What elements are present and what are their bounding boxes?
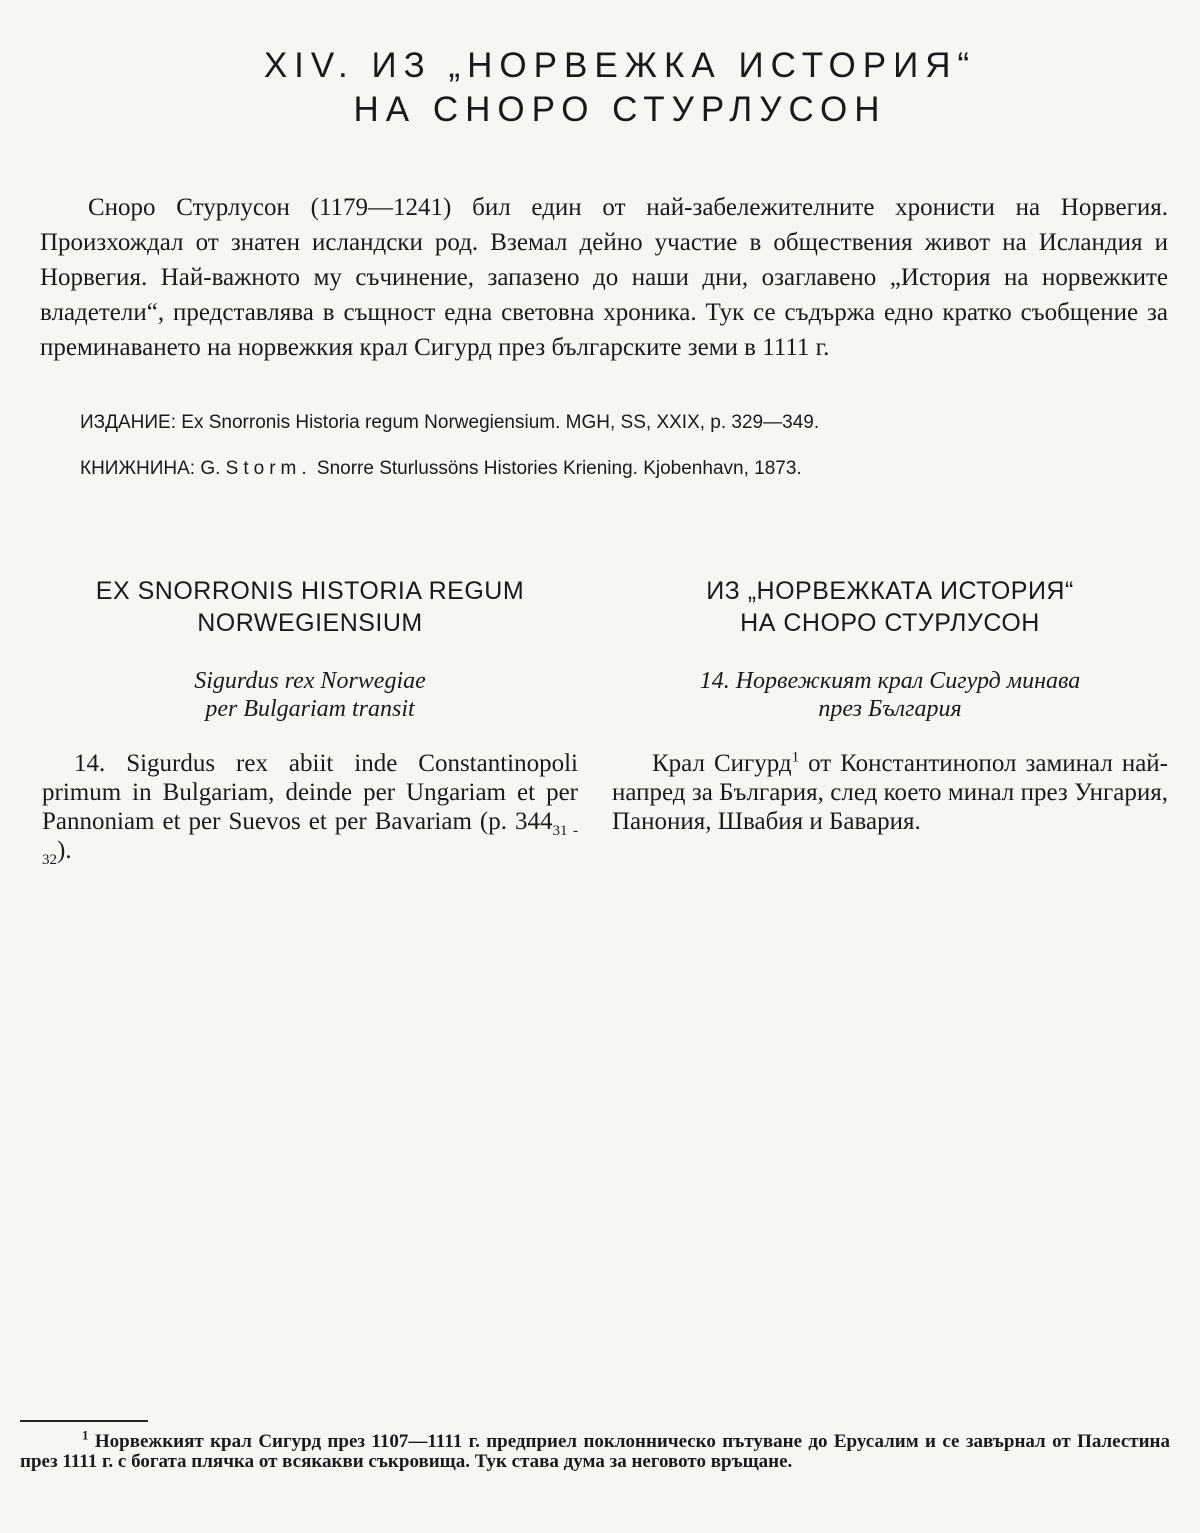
latin-column [42, 575, 578, 868]
latin-subheading-line-1: Sigurdus rex Norwegiae [194, 668, 426, 694]
literature-author-initial: G. [200, 458, 221, 479]
footnote-text: Норвежкият крал Сигурд през 1107—1111 г. предприел поклонническо пътуване до Ерусалим и се завърнал от Палестина през 1111 г. с богата плячка от всякакви съкровища. Тук става дума за неговото връщане. [20, 1431, 1171, 1472]
latin-body [42, 749, 578, 868]
latin-body-end: ). [57, 837, 72, 864]
intro-paragraph: Сноро Стурлусон (1179—1241) бил един от най-забележителните хронисти на Норвегия. Произхождал от знатен исландски род. Вземал дейно участие в обществения живот на Исландия и Норвегия. Най-важното му съчинение, запазено до наши дни, озаглавено „История на норвежките владетели“, представлява в същност една световна хроника. Тук се съдържа едно кратко съобщение за преминаването на норвежкия крал Сигурд през българските земи в 1111 г. [40, 194, 1168, 361]
bulgarian-body-rest: от Константинопол заминал най-напред за България, след което минал през Унгария, Панония, Швабия и Бавария. [612, 750, 1169, 835]
bulgarian-column [612, 575, 1168, 836]
edition-label: ИЗДАНИЕ: [80, 412, 177, 433]
latin-heading-line-1: EX SNORRONIS HISTORIA REGUM [95, 577, 525, 605]
latin-subheading-line-2: per Bulgariam transit [205, 696, 415, 722]
footnote-marker: 1 [82, 1427, 89, 1443]
edition-line [80, 410, 819, 436]
latin-heading-line-2: NORWEGIENSIUM [197, 609, 423, 637]
literature-author-name: Storm. [225, 458, 312, 479]
latin-subheading [42, 667, 578, 723]
bulgarian-subheading [612, 667, 1168, 723]
footnote-divider [20, 1420, 148, 1422]
bulgarian-heading-line-2: НА СНОРО СТУРЛУСОН [740, 609, 1040, 637]
chapter-title-line-2: НА СНОРО СТУРЛУСОН [353, 90, 887, 129]
edition-text: Ex Snorronis Historia regum Norwegiensium. MGH, SS, XXIX, p. 329—349. [181, 412, 820, 433]
chapter-title-line-1: XIV. ИЗ „НОРВЕЖКА ИСТОРИЯ“ [263, 46, 977, 85]
chapter-title [0, 44, 1200, 132]
bulgarian-body [612, 749, 1168, 836]
footnote [20, 1427, 1171, 1472]
literature-line [80, 456, 802, 482]
bulgarian-body-start: Крал Сигурд [652, 750, 792, 777]
latin-heading [42, 575, 578, 639]
literature-label: КНИЖНИНА: [80, 458, 196, 479]
literature-text: Snorre Sturlussöns Histories Kriening. Kjobenhavn, 1873. [316, 458, 802, 479]
bulgarian-heading-line-1: ИЗ „НОРВЕЖКАТА ИСТОРИЯ“ [706, 577, 1074, 605]
latin-body-text: 14. Sigurdus rex abiit inde Constantinopoli primum in Bulgariam, deinde per Ungariam et per Pannoniam et per Suevos et per Bavariam (p. 344 [42, 750, 578, 835]
latin-page-ref: 31 - 32 [42, 823, 578, 868]
bulgarian-subheading-line-2: през България [818, 696, 962, 722]
footnote-reference[interactable]: 1 [791, 749, 800, 766]
bulgarian-heading [612, 575, 1168, 639]
bulgarian-subheading-line-1: 14. Норвежкият крал Сигурд минава [699, 668, 1081, 694]
